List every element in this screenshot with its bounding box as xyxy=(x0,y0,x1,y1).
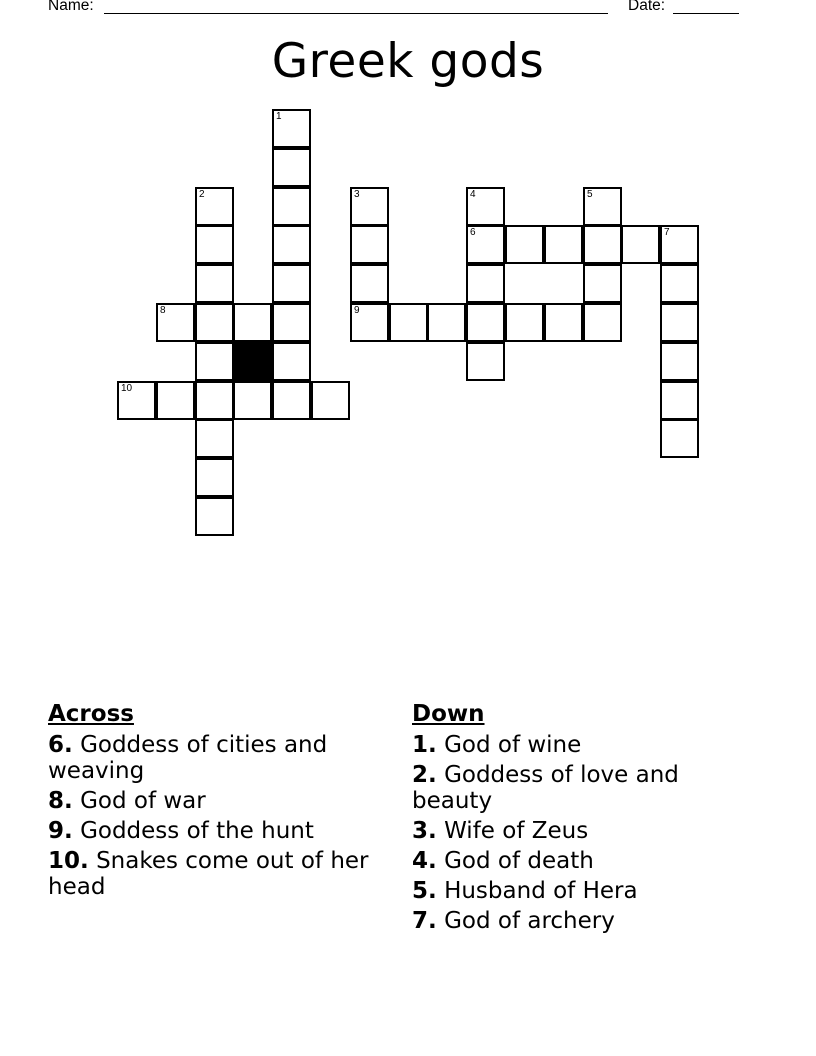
grid-cell[interactable] xyxy=(233,303,272,342)
grid-cell[interactable] xyxy=(621,225,660,264)
grid-cell[interactable] xyxy=(195,419,234,458)
grid-cell-9[interactable] xyxy=(350,303,389,342)
clue-across-6 xyxy=(48,732,393,784)
grid-cell[interactable] xyxy=(350,225,389,264)
clue-down-3 xyxy=(412,818,712,844)
grid-cell[interactable] xyxy=(195,497,234,536)
clue-text: Snakes come out of her head xyxy=(48,848,369,900)
clue-text: God of war xyxy=(80,788,206,814)
grid-cell[interactable] xyxy=(660,264,699,303)
grid-cell[interactable] xyxy=(195,303,234,342)
grid-cell[interactable] xyxy=(466,303,505,342)
grid-cell[interactable] xyxy=(466,264,505,303)
grid-cell[interactable] xyxy=(466,342,505,381)
grid-cell[interactable] xyxy=(660,419,699,458)
clue-number: 9. xyxy=(48,818,73,844)
grid-cell[interactable] xyxy=(544,303,583,342)
grid-cell[interactable] xyxy=(272,381,311,420)
grid-cell-4[interactable] xyxy=(466,187,505,226)
grid-cell[interactable] xyxy=(195,458,234,497)
clue-number: 6. xyxy=(48,732,73,758)
down-heading: Down xyxy=(412,701,485,727)
name-label: Name: xyxy=(48,0,94,14)
grid-cell[interactable] xyxy=(272,303,311,342)
grid-cell[interactable] xyxy=(272,187,311,226)
grid-cell[interactable] xyxy=(233,381,272,420)
clue-text: God of archery xyxy=(444,908,615,934)
grid-cell[interactable] xyxy=(583,225,622,264)
grid-cell[interactable] xyxy=(583,264,622,303)
clue-text: God of wine xyxy=(444,732,582,758)
grid-cell-2[interactable] xyxy=(195,187,234,226)
clue-number: 2. xyxy=(412,762,437,788)
grid-cell-3[interactable] xyxy=(350,187,389,226)
grid-cell[interactable] xyxy=(544,225,583,264)
grid-cell-6[interactable] xyxy=(466,225,505,264)
grid-cell[interactable] xyxy=(195,264,234,303)
clue-number: 10. xyxy=(48,848,89,874)
clue-text: Goddess of love and beauty xyxy=(412,762,679,814)
clue-across-9 xyxy=(48,818,393,844)
grid-cell[interactable] xyxy=(272,148,311,187)
grid-cell-8[interactable] xyxy=(156,303,195,342)
grid-cell[interactable] xyxy=(505,225,544,264)
clue-number: 8. xyxy=(48,788,73,814)
grid-cell[interactable] xyxy=(505,303,544,342)
grid-cell-5[interactable] xyxy=(583,187,622,226)
cell-number: 1 xyxy=(276,111,282,122)
across-clues xyxy=(48,700,393,904)
clue-text: Goddess of cities and weaving xyxy=(48,732,328,784)
grid-cell[interactable] xyxy=(660,303,699,342)
cell-number: 8 xyxy=(160,305,166,316)
clue-down-5 xyxy=(412,878,712,904)
grid-cell-10[interactable] xyxy=(117,381,156,420)
cell-number: 9 xyxy=(354,305,360,316)
clue-text: Goddess of the hunt xyxy=(80,818,314,844)
blocked-cell xyxy=(233,342,272,381)
grid-cell-1[interactable] xyxy=(272,109,311,148)
clue-down-4 xyxy=(412,848,712,874)
grid-cell[interactable] xyxy=(389,303,428,342)
clue-across-8 xyxy=(48,788,393,814)
clue-number: 5. xyxy=(412,878,437,904)
cell-number: 3 xyxy=(354,189,360,200)
clue-number: 7. xyxy=(412,908,437,934)
grid-cell[interactable] xyxy=(660,381,699,420)
clue-across-10 xyxy=(48,848,393,900)
cell-number: 6 xyxy=(470,227,476,238)
cell-number: 7 xyxy=(664,227,670,238)
down-clues xyxy=(412,700,712,938)
grid-cell[interactable] xyxy=(272,225,311,264)
clue-down-2 xyxy=(412,762,712,814)
clue-text: Wife of Zeus xyxy=(444,818,589,844)
clue-number: 1. xyxy=(412,732,437,758)
grid-cell[interactable] xyxy=(311,381,350,420)
clue-down-7 xyxy=(412,908,712,934)
grid-cell[interactable] xyxy=(195,225,234,264)
clue-number: 3. xyxy=(412,818,437,844)
clue-number: 4. xyxy=(412,848,437,874)
cell-number: 10 xyxy=(121,383,133,394)
date-label: Date: xyxy=(628,0,666,14)
clue-text: Husband of Hera xyxy=(444,878,638,904)
grid-cell[interactable] xyxy=(156,381,195,420)
across-heading: Across xyxy=(48,701,134,727)
grid-cell[interactable] xyxy=(195,342,234,381)
cell-number: 2 xyxy=(199,189,205,200)
grid-cell-7[interactable] xyxy=(660,225,699,264)
grid-cell[interactable] xyxy=(660,342,699,381)
clue-down-1 xyxy=(412,732,712,758)
puzzle-title: Greek gods xyxy=(271,34,545,89)
clue-text: God of death xyxy=(444,848,594,874)
grid-cell[interactable] xyxy=(583,303,622,342)
grid-cell[interactable] xyxy=(195,381,234,420)
grid-cell[interactable] xyxy=(272,264,311,303)
cell-number: 4 xyxy=(470,189,476,200)
grid-cell[interactable] xyxy=(350,264,389,303)
cell-number: 5 xyxy=(587,189,593,200)
grid-cell[interactable] xyxy=(427,303,466,342)
grid-cell[interactable] xyxy=(272,342,311,381)
